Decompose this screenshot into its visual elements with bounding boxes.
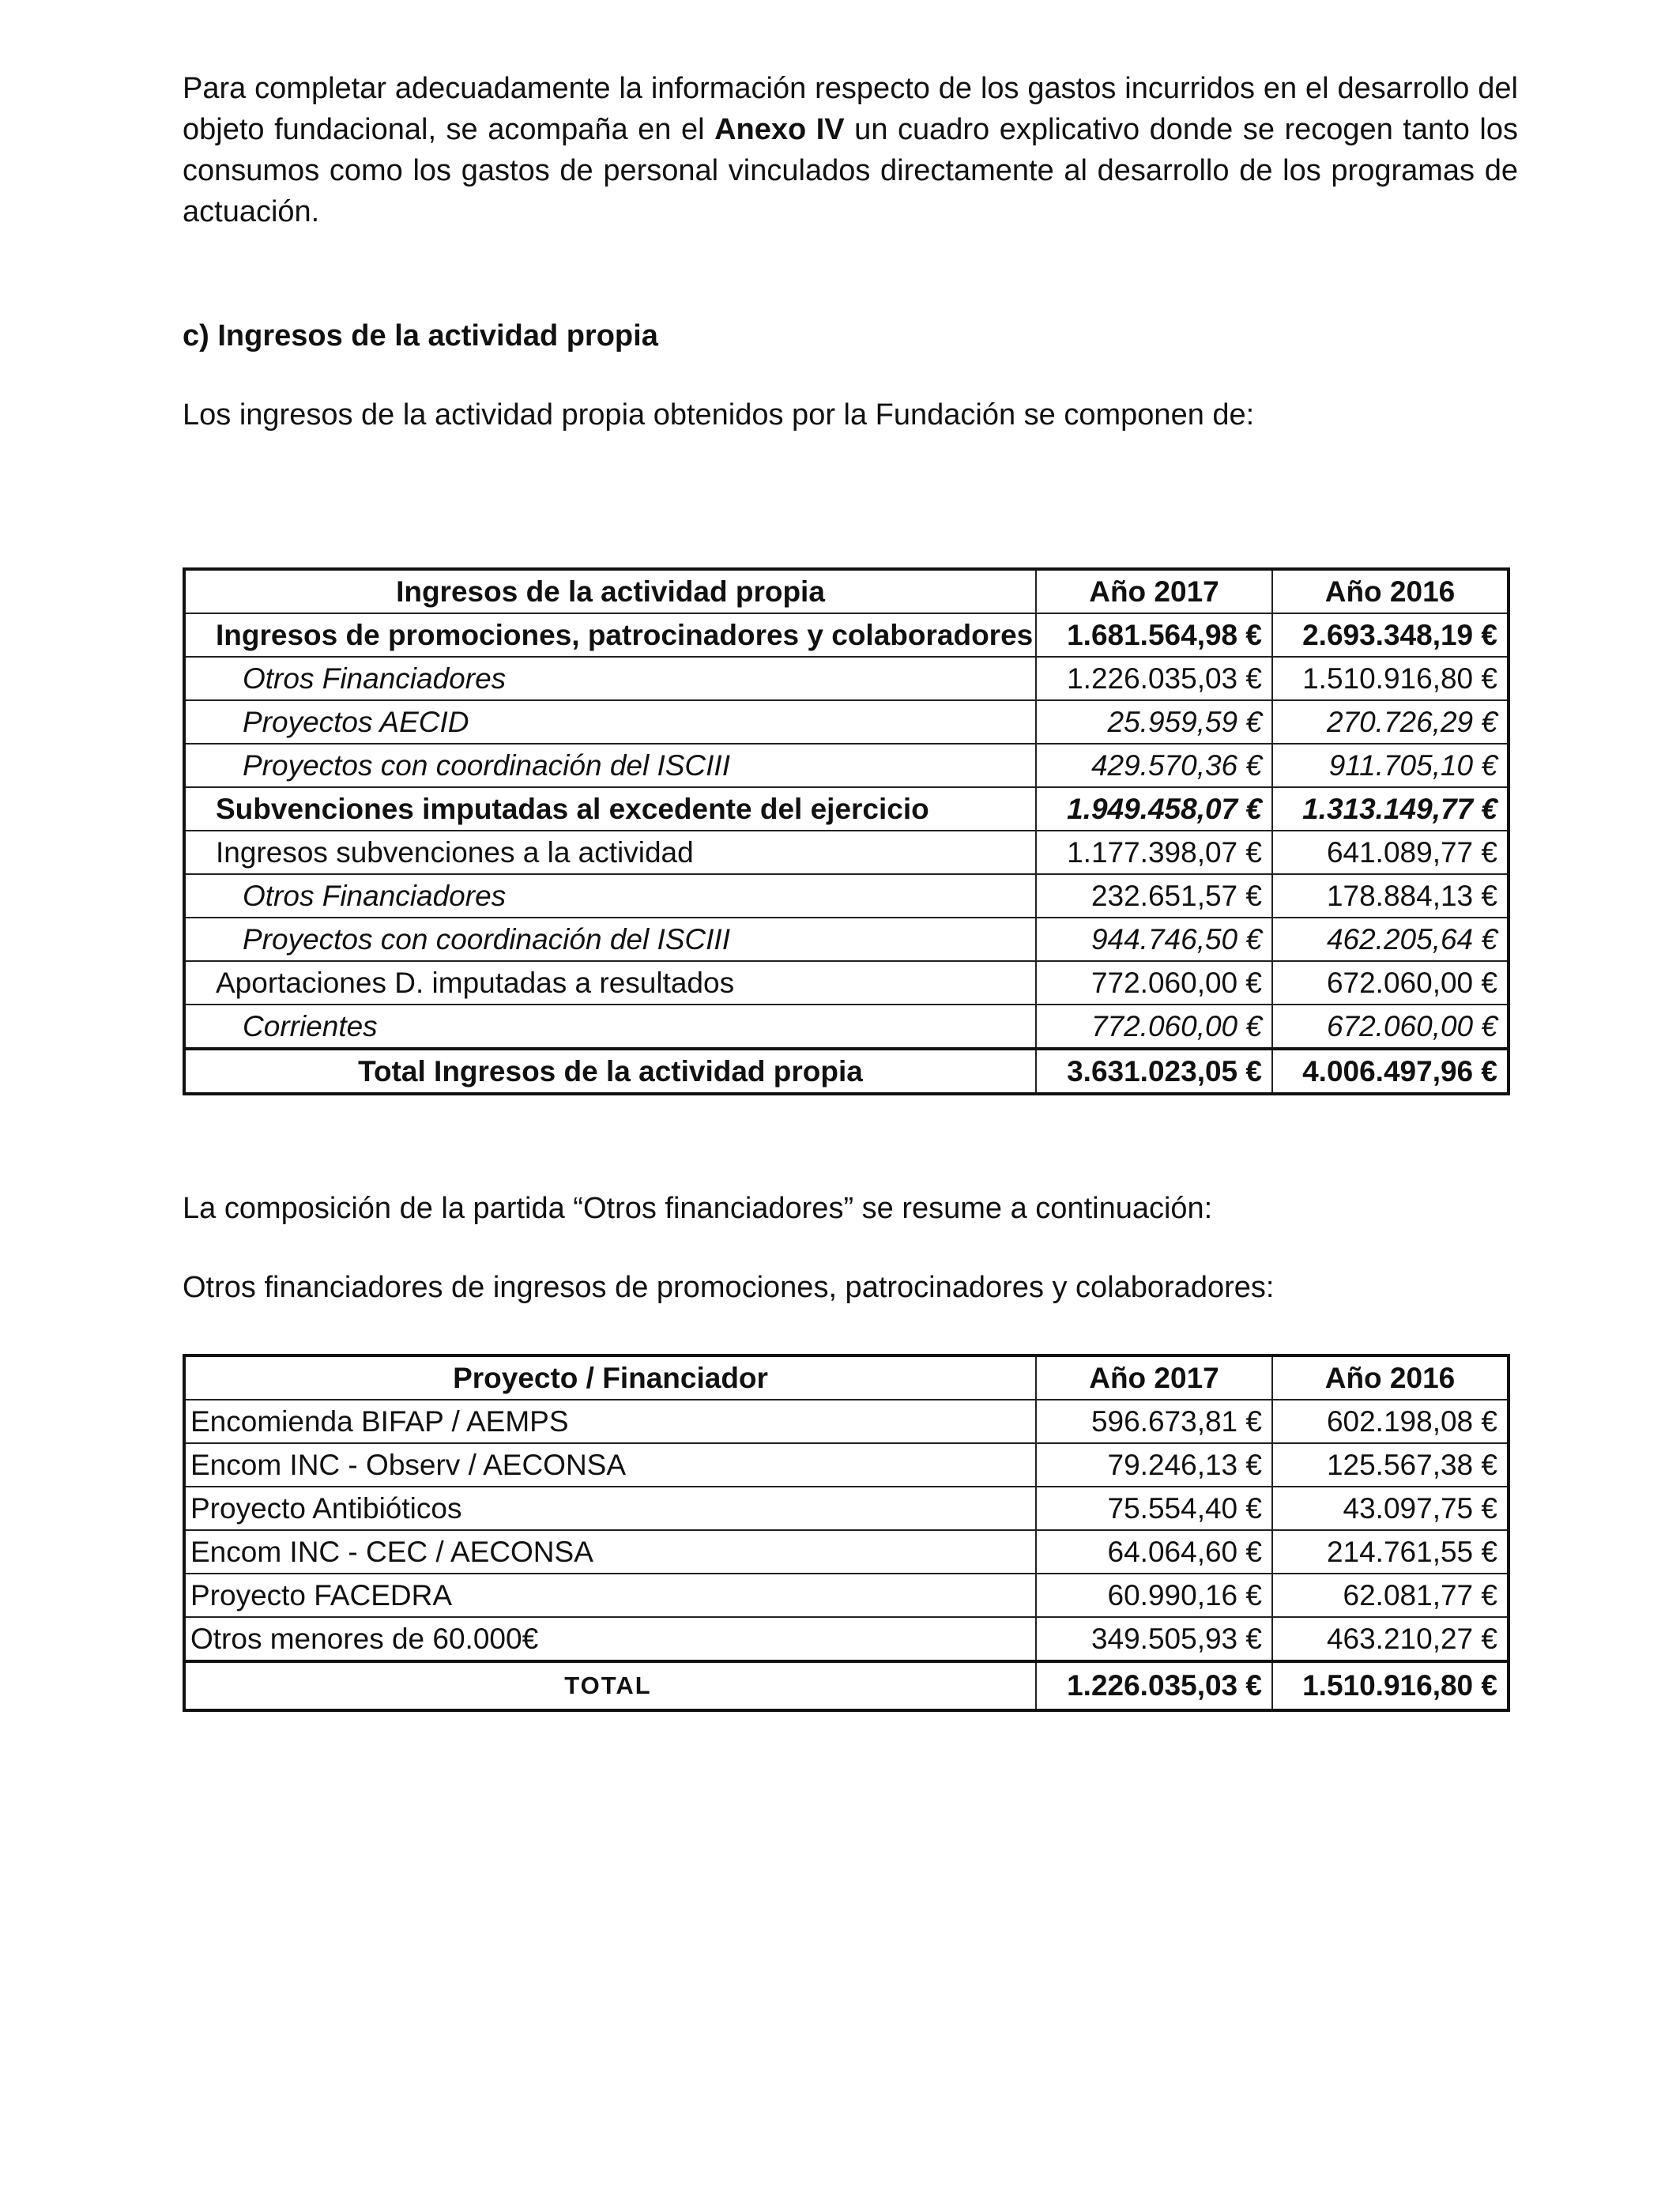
total-label: Total Ingresos de la actividad propia <box>184 1049 1036 1094</box>
row-2017: 944.746,50 € <box>1036 918 1272 961</box>
income-table <box>183 567 1510 1095</box>
financiers-table-wrapper <box>183 1354 1510 1712</box>
row-label: Ingresos subvenciones a la actividad <box>184 831 1036 874</box>
total-row <box>184 1049 1509 1094</box>
financiers-table-header <box>184 1355 1509 1400</box>
table-row <box>184 787 1509 831</box>
row-2016: 1.510.916,80 € <box>1272 657 1509 700</box>
intro-paragraph <box>183 68 1518 232</box>
row-2016: 43.097,75 € <box>1272 1487 1509 1530</box>
income-table-wrapper <box>183 567 1510 1095</box>
row-label: Proyectos con coordinación del ISCIII <box>184 918 1036 961</box>
row-2017: 232.651,57 € <box>1036 874 1272 918</box>
financiers-table <box>183 1354 1510 1712</box>
row-2017: 60.990,16 € <box>1036 1574 1272 1617</box>
income-table-header <box>184 569 1509 613</box>
row-2017: 1.949.458,07 € <box>1036 787 1272 831</box>
row-2016: 178.884,13 € <box>1272 874 1509 918</box>
row-2017: 25.959,59 € <box>1036 700 1272 744</box>
row-label: Proyecto Antibióticos <box>184 1487 1036 1530</box>
row-2016: 463.210,27 € <box>1272 1617 1509 1661</box>
financiers-col-2017: Año 2017 <box>1036 1355 1272 1400</box>
income-col-2016: Año 2016 <box>1272 569 1509 613</box>
annex-reference: Anexo IV <box>714 113 845 146</box>
row-2017: 75.554,40 € <box>1036 1487 1272 1530</box>
row-label: Proyectos con coordinación del ISCIII <box>184 744 1036 787</box>
row-2016: 2.693.348,19 € <box>1272 613 1509 657</box>
row-2017: 1.681.564,98 € <box>1036 613 1272 657</box>
row-2017: 429.570,36 € <box>1036 744 1272 787</box>
intro-text-before: Para completar adecuadamente la información respecto de los gastos incurridos en el desarrollo del objeto fundacional, se acompaña en el <box>183 72 1518 146</box>
row-label: Encom INC - CEC / AECONSA <box>184 1530 1036 1574</box>
row-2016: 1.313.149,77 € <box>1272 787 1509 831</box>
section-intro: Los ingresos de la actividad propia obtenidos por la Fundación se componen de: <box>183 398 1255 432</box>
row-2017: 64.064,60 € <box>1036 1530 1272 1574</box>
row-2016: 270.726,29 € <box>1272 700 1509 744</box>
row-2016: 672.060,00 € <box>1272 961 1509 1005</box>
table-row <box>184 961 1509 1005</box>
table-row <box>184 874 1509 918</box>
composition-intro: La composición de la partida “Otros financiadores” se resume a continuación: <box>183 1192 1213 1225</box>
table2-intro: Otros financiadores de ingresos de promociones, patrocinadores y colaboradores: <box>183 1271 1275 1304</box>
row-2016: 125.567,38 € <box>1272 1443 1509 1487</box>
row-2016: 462.205,64 € <box>1272 918 1509 961</box>
row-2016: 602.198,08 € <box>1272 1400 1509 1443</box>
total-2016: 1.510.916,80 € <box>1272 1661 1509 1710</box>
total-2017: 3.631.023,05 € <box>1036 1049 1272 1094</box>
financiers-col-project: Proyecto / Financiador <box>184 1355 1036 1400</box>
intro-text-after: un cuadro explicativo donde se recogen tanto los consumos como los gastos de personal vinculados directamente al desarrollo de los programas de actuación. <box>183 113 1518 228</box>
row-2016: 641.089,77 € <box>1272 831 1509 874</box>
row-2017: 1.177.398,07 € <box>1036 831 1272 874</box>
row-2017: 596.673,81 € <box>1036 1400 1272 1443</box>
row-2017: 79.246,13 € <box>1036 1443 1272 1487</box>
table-row <box>184 657 1509 700</box>
income-col-2017: Año 2017 <box>1036 569 1272 613</box>
table-row <box>184 1005 1509 1049</box>
table-row <box>184 1530 1509 1574</box>
row-2017: 772.060,00 € <box>1036 1005 1272 1049</box>
row-label: Subvenciones imputadas al excedente del ejercicio <box>184 787 1036 831</box>
total-row <box>184 1661 1509 1710</box>
total-label: TOTAL <box>184 1661 1036 1710</box>
row-2016: 62.081,77 € <box>1272 1574 1509 1617</box>
row-label: Otros menores de 60.000€ <box>184 1617 1036 1661</box>
table-row <box>184 744 1509 787</box>
table-row <box>184 613 1509 657</box>
table-row <box>184 1487 1509 1530</box>
section-heading: c) Ingresos de la actividad propia <box>183 319 658 352</box>
table-row <box>184 1574 1509 1617</box>
row-2016: 214.761,55 € <box>1272 1530 1509 1574</box>
row-label: Otros Financiadores <box>184 874 1036 918</box>
row-label: Proyecto FACEDRA <box>184 1574 1036 1617</box>
row-label: Proyectos AECID <box>184 700 1036 744</box>
table-row <box>184 700 1509 744</box>
table-row <box>184 918 1509 961</box>
table-row <box>184 1443 1509 1487</box>
row-2017: 349.505,93 € <box>1036 1617 1272 1661</box>
financiers-col-2016: Año 2016 <box>1272 1355 1509 1400</box>
table-row <box>184 1617 1509 1661</box>
row-label: Aportaciones D. imputadas a resultados <box>184 961 1036 1005</box>
income-col-concept: Ingresos de la actividad propia <box>184 569 1036 613</box>
table-row <box>184 831 1509 874</box>
total-2016: 4.006.497,96 € <box>1272 1049 1509 1094</box>
row-2016: 911.705,10 € <box>1272 744 1509 787</box>
total-2017: 1.226.035,03 € <box>1036 1661 1272 1710</box>
row-2017: 1.226.035,03 € <box>1036 657 1272 700</box>
row-label: Encomienda BIFAP / AEMPS <box>184 1400 1036 1443</box>
row-2016: 672.060,00 € <box>1272 1005 1509 1049</box>
row-label: Ingresos de promociones, patrocinadores y colaboradores <box>184 613 1036 657</box>
row-2017: 772.060,00 € <box>1036 961 1272 1005</box>
table-row <box>184 1400 1509 1443</box>
row-label: Corrientes <box>184 1005 1036 1049</box>
row-label: Otros Financiadores <box>184 657 1036 700</box>
row-label: Encom INC - Observ / AECONSA <box>184 1443 1036 1487</box>
